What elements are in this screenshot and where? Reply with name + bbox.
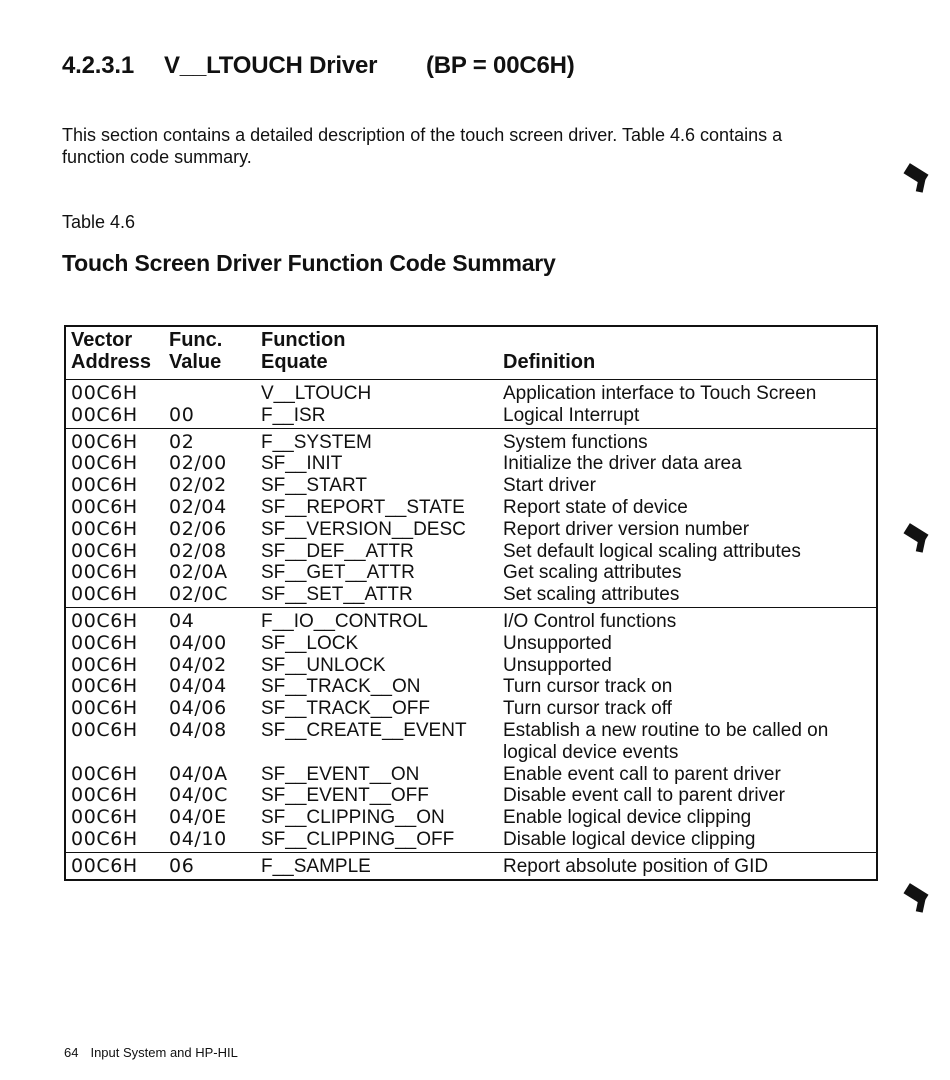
function-equate-cell: F__SAMPLE <box>261 855 371 877</box>
func-value-cell: 02/08 <box>169 539 227 562</box>
definition-cell: Enable logical device clipping <box>503 807 752 829</box>
section-number: 4.2.3.1 <box>62 52 134 79</box>
definition-cell: Unsupported <box>503 632 612 654</box>
margin-mark <box>903 163 928 185</box>
func-value-cell: 04/04 <box>169 675 227 698</box>
function-equate-cell: SF__CLIPPING__ON <box>261 807 445 829</box>
definition-cell: I/O Control functions <box>503 610 677 632</box>
section-heading <box>62 52 575 80</box>
header-address-line1: Vector <box>71 329 133 351</box>
vector-address-cell: 00C6H <box>71 762 138 785</box>
header-function-equate <box>261 326 503 380</box>
definition-cell: Report state of device <box>503 496 688 518</box>
table-row <box>65 562 877 584</box>
definition-cell: System functions <box>503 431 648 453</box>
function-equate-cell: SF__INIT <box>261 453 343 475</box>
header-func-value <box>169 326 261 380</box>
vector-address-cell: 00C6H <box>71 403 138 426</box>
vector-address-cell: 00C6H <box>71 827 138 850</box>
table-row <box>65 698 877 720</box>
vector-address-cell: 00C6H <box>71 474 138 497</box>
table-row <box>65 807 877 829</box>
definition-cell: Unsupported <box>503 654 612 676</box>
function-equate-cell: SF__REPORT__STATE <box>261 496 465 518</box>
table-label: Table 4.6 <box>62 212 136 232</box>
definition-cell: Set scaling attributes <box>503 584 680 606</box>
table-row <box>65 607 877 632</box>
func-value-cell: 00 <box>169 403 195 426</box>
margin-mark <box>903 883 928 905</box>
vector-address-cell: 00C6H <box>71 430 138 453</box>
func-value-cell: 04/10 <box>169 827 227 850</box>
section-name: V__LTOUCH Driver <box>164 52 378 79</box>
table-row <box>65 405 877 428</box>
table-title: Touch Screen Driver Function Code Summary <box>62 250 556 276</box>
vector-address-cell: 00C6H <box>71 539 138 562</box>
definition-cell: Turn cursor track off <box>503 698 672 720</box>
table-row <box>65 584 877 607</box>
function-equate-cell: SF__START <box>261 475 367 497</box>
header-address-line2: Address <box>71 351 152 373</box>
table-row <box>65 785 877 807</box>
func-value-cell <box>169 380 261 405</box>
definition-cell: Set default logical scaling attributes <box>503 540 801 562</box>
table-group <box>65 380 877 429</box>
function-equate-cell: SF__EVENT__OFF <box>261 785 429 807</box>
page-number: 64 <box>64 1045 79 1060</box>
function-equate-cell: F__ISR <box>261 404 326 426</box>
table-row <box>65 633 877 655</box>
table-row <box>65 453 877 475</box>
function-equate-cell: SF__DEF__ATTR <box>261 540 414 562</box>
function-equate-cell: V__LTOUCH <box>261 383 372 404</box>
function-equate-cell: SF__LOCK <box>261 632 359 654</box>
vector-address-cell: 00C6H <box>71 697 138 720</box>
definition-cell: Report absolute position of GID <box>503 855 769 877</box>
table-row <box>65 720 877 764</box>
table-header-row <box>65 326 877 380</box>
header-equate-line1: Function <box>261 329 346 351</box>
table-row <box>65 497 877 519</box>
function-code-table <box>64 325 878 881</box>
vector-address-cell: 00C6H <box>71 495 138 518</box>
table-group <box>65 852 877 879</box>
function-equate-cell: SF__GET__ATTR <box>261 562 415 584</box>
header-value-line2: Value <box>169 351 222 373</box>
function-equate-cell: SF__CLIPPING__OFF <box>261 828 455 850</box>
func-value-cell: 02/0C <box>169 583 228 606</box>
func-value-cell: 02 <box>169 430 195 453</box>
table-row <box>65 676 877 698</box>
vector-address-cell: 00C6H <box>71 517 138 540</box>
definition-cell: Start driver <box>503 475 596 497</box>
table-row <box>65 541 877 563</box>
func-value-cell: 04/00 <box>169 631 227 654</box>
function-equate-cell: SF__CREATE__EVENT <box>261 719 467 741</box>
function-equate-cell: SF__EVENT__ON <box>261 763 420 785</box>
table-row <box>65 829 877 852</box>
function-equate-cell: F__SYSTEM <box>261 431 372 453</box>
definition-cell: Turn cursor track on <box>503 676 673 698</box>
margin-mark <box>903 523 928 545</box>
function-equate-cell: SF__TRACK__ON <box>261 676 421 698</box>
function-equate-cell: SF__SET__ATTR <box>261 584 413 606</box>
vector-address-cell: 00C6H <box>71 675 138 698</box>
intro-paragraph: This section contains a detailed description of the touch screen driver. Table 4.6 contains a function code summary. <box>62 125 783 167</box>
header-vector-address <box>65 326 169 380</box>
func-value-cell: 02/04 <box>169 495 227 518</box>
vector-address-cell: 00C6H <box>71 631 138 654</box>
func-value-cell: 04/0A <box>169 762 228 785</box>
vector-address-cell: 00C6H <box>71 854 138 877</box>
header-definition: Definition <box>503 326 877 380</box>
table-row <box>65 475 877 497</box>
table-row <box>65 655 877 677</box>
vector-address-cell: 00C6H <box>71 382 138 404</box>
table-group <box>65 607 877 852</box>
func-value-cell: 04/0C <box>169 784 228 807</box>
vector-address-cell: 00C6H <box>71 784 138 807</box>
function-equate-cell: F__IO__CONTROL <box>261 610 428 632</box>
function-equate-cell: SF__UNLOCK <box>261 654 386 676</box>
func-value-cell: 02/02 <box>169 474 227 497</box>
header-value-line1: Func. <box>169 329 223 351</box>
func-value-cell: 04/06 <box>169 697 227 720</box>
table-row <box>65 428 877 453</box>
definition-cell: Enable event call to parent driver <box>503 763 781 785</box>
footer-text: Input System and HP-HIL <box>90 1045 238 1060</box>
func-value-cell: 02/0A <box>169 561 228 584</box>
func-value-cell: 02/06 <box>169 517 227 540</box>
vector-address-cell: 00C6H <box>71 583 138 606</box>
vector-address-cell: 00C6H <box>71 452 138 475</box>
definition-cell: Initialize the driver data area <box>503 453 742 475</box>
definition-cell: Report driver version number <box>503 518 750 540</box>
vector-address-cell: 00C6H <box>71 561 138 584</box>
function-equate-cell: SF__VERSION__DESC <box>261 518 466 540</box>
func-value-cell: 04/08 <box>169 718 227 741</box>
definition-cell: Get scaling attributes <box>503 562 682 584</box>
vector-address-cell: 00C6H <box>71 806 138 829</box>
table-group <box>65 428 877 607</box>
table-row <box>65 764 877 786</box>
header-equate-line2: Equate <box>261 351 328 373</box>
definition-cell: Establish a new routine to be called on logical device events <box>503 719 829 763</box>
definition-cell: Disable logical device clipping <box>503 828 756 850</box>
function-equate-cell: SF__TRACK__OFF <box>261 698 430 720</box>
table-row <box>65 852 877 879</box>
definition-cell: Disable event call to parent driver <box>503 785 785 807</box>
table-row <box>65 519 877 541</box>
func-value-cell: 02/00 <box>169 452 227 475</box>
func-value-cell: 04 <box>169 609 195 632</box>
func-value-cell: 04/0E <box>169 806 227 829</box>
vector-address-cell: 00C6H <box>71 609 138 632</box>
vector-address-cell: 00C6H <box>71 718 138 741</box>
func-value-cell: 04/02 <box>169 653 227 676</box>
vector-address-cell: 00C6H <box>71 653 138 676</box>
definition-cell: Application interface to Touch Screen <box>503 383 817 404</box>
table-row <box>65 380 877 405</box>
page-footer <box>64 1045 238 1060</box>
definition-cell: Logical Interrupt <box>503 404 640 426</box>
section-bp: (BP = 00C6H) <box>426 52 575 79</box>
func-value-cell: 06 <box>169 854 195 877</box>
